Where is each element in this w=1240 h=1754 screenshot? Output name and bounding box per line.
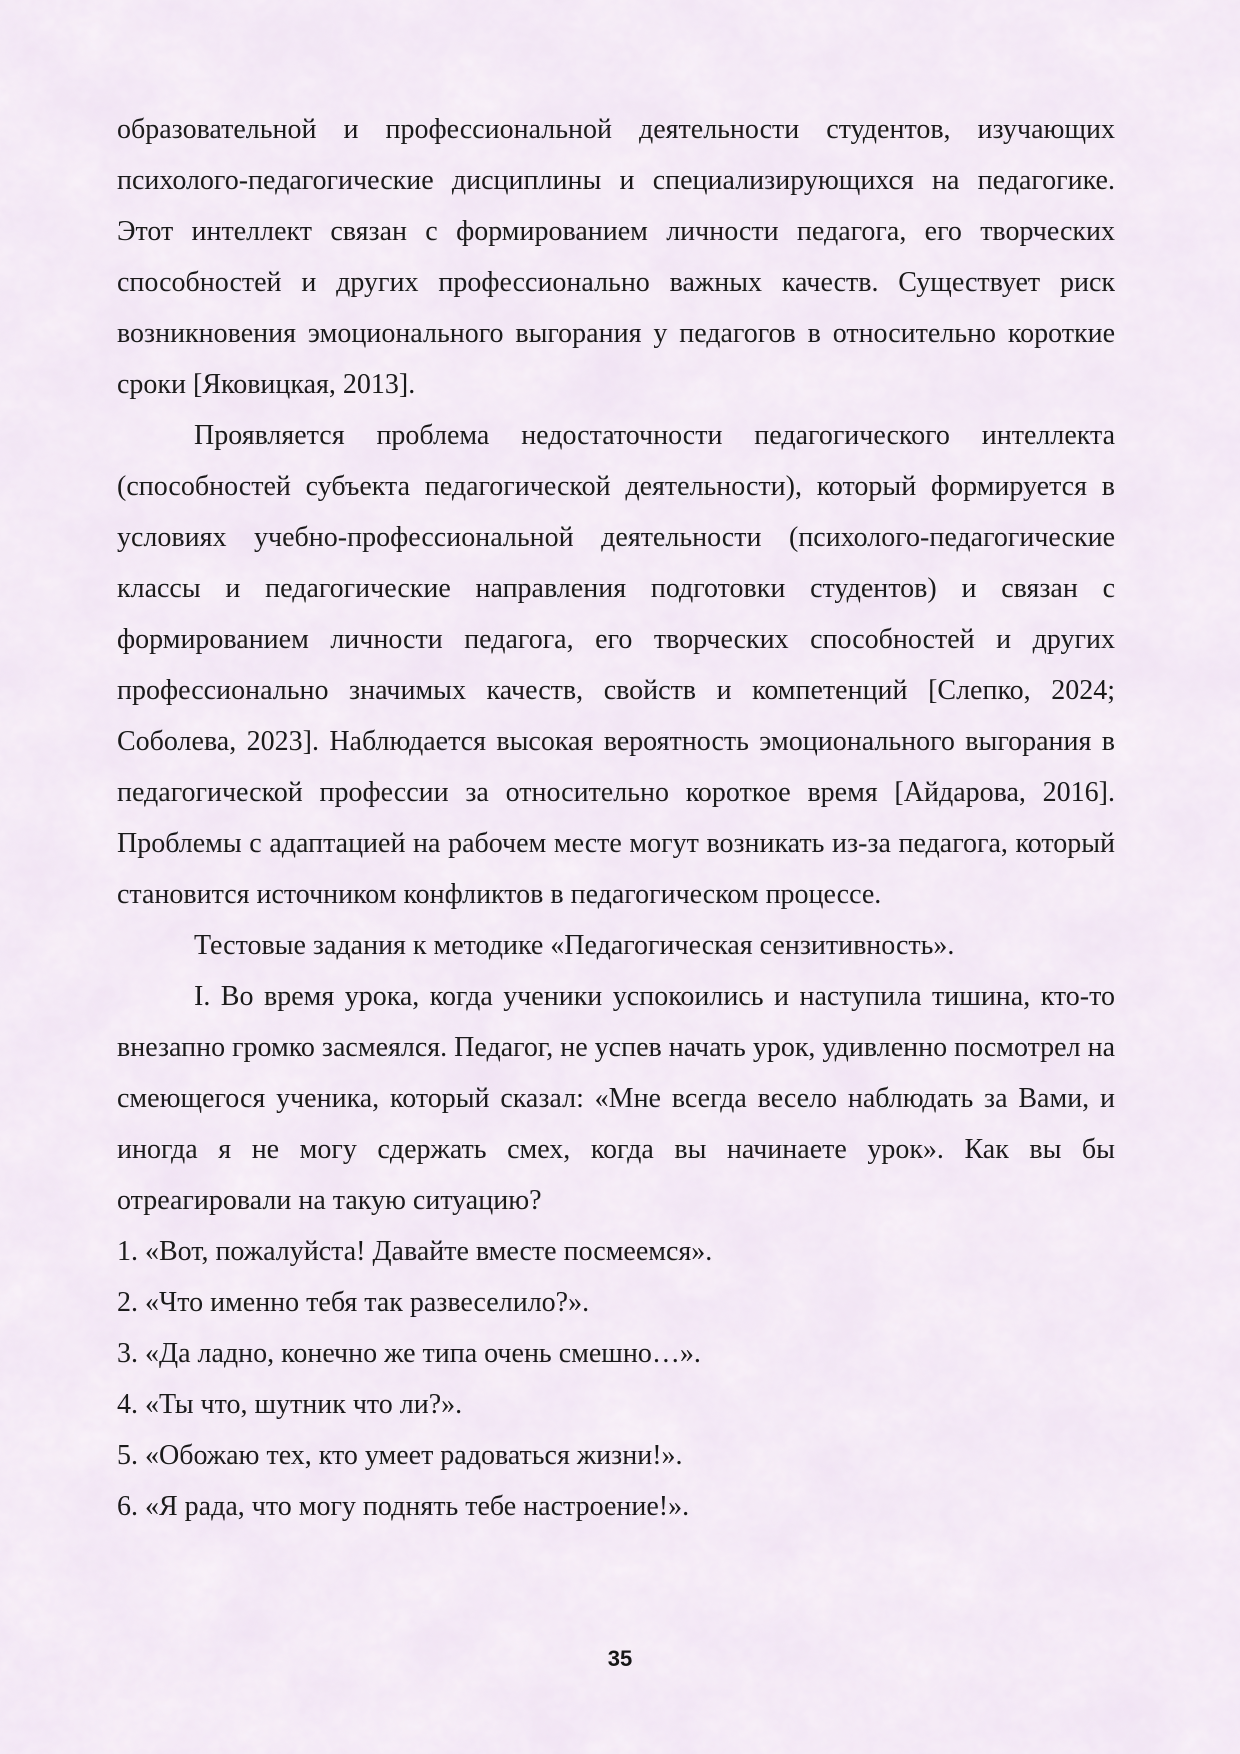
page-number: 35 <box>607 1646 633 1671</box>
paragraph-1: образовательной и профессиональной деятельности студентов, изучающих психолого-педагогические дисциплины и специализирующихся на педагогике. Этот интеллект связан с формированием личности педагога, его творческих способностей и других профессионально важных качеств. Существует риск возникновения эмоционального выгорания у педагогов в относительно короткие сроки [Яковицкая, 2013]. <box>117 114 1115 400</box>
answer-option-4: 4. «Ты что, шутник что ли?». <box>117 1389 463 1420</box>
answer-list <box>117 1226 1115 1532</box>
answer-option-6: 6. «Я рада, что могу поднять тебе настроение!». <box>117 1491 690 1522</box>
answer-option-5: 5. «Обожаю тех, кто умеет радоваться жизни!». <box>117 1440 683 1471</box>
paragraph-3-test-heading: Тестовые задания к методике «Педагогическая сензитивность». <box>194 930 955 961</box>
page-content <box>117 104 1115 1532</box>
paragraph-2: Проявляется проблема недостаточности педагогического интеллекта (способностей субъекта педагогической деятельности), который формируется в условиях учебно-профессиональной деятельности (психолого-педагогические классы и педагогические направления подготовки студентов) и связан с формированием личности педагога, его творческих способностей и других профессионально значимых качеств, свойств и компетенций [Слепко, 2024; Соболева, 2023]. Наблюдается высокая вероятность эмоционального выгорания в педагогической профессии за относительно короткое время [Айдарова, 2016]. Проблемы с адаптацией на рабочем месте могут возникать из-за педагога, который становится источником конфликтов в педагогическом процессе. <box>117 420 1115 910</box>
answer-option-1: 1. «Вот, пожалуйста! Давайте вместе посмеемся». <box>117 1236 713 1267</box>
answer-option-2: 2. «Что именно тебя так развеселило?». <box>117 1287 590 1318</box>
paragraph-4-situation: I. Во время урока, когда ученики успокоились и наступила тишина, кто-то внезапно громко засмеялся. Педагог, не успев начать урок, удивленно посмотрел на смеющегося ученика, который сказал: «Мне всегда весело наблюдать за Вами, и иногда я не могу сдержать смех, когда вы начинаете урок». Как вы бы отреагировали на такую ситуацию? <box>117 981 1115 1216</box>
answer-option-3: 3. «Да ладно, конечно же типа очень смешно…». <box>117 1338 701 1369</box>
